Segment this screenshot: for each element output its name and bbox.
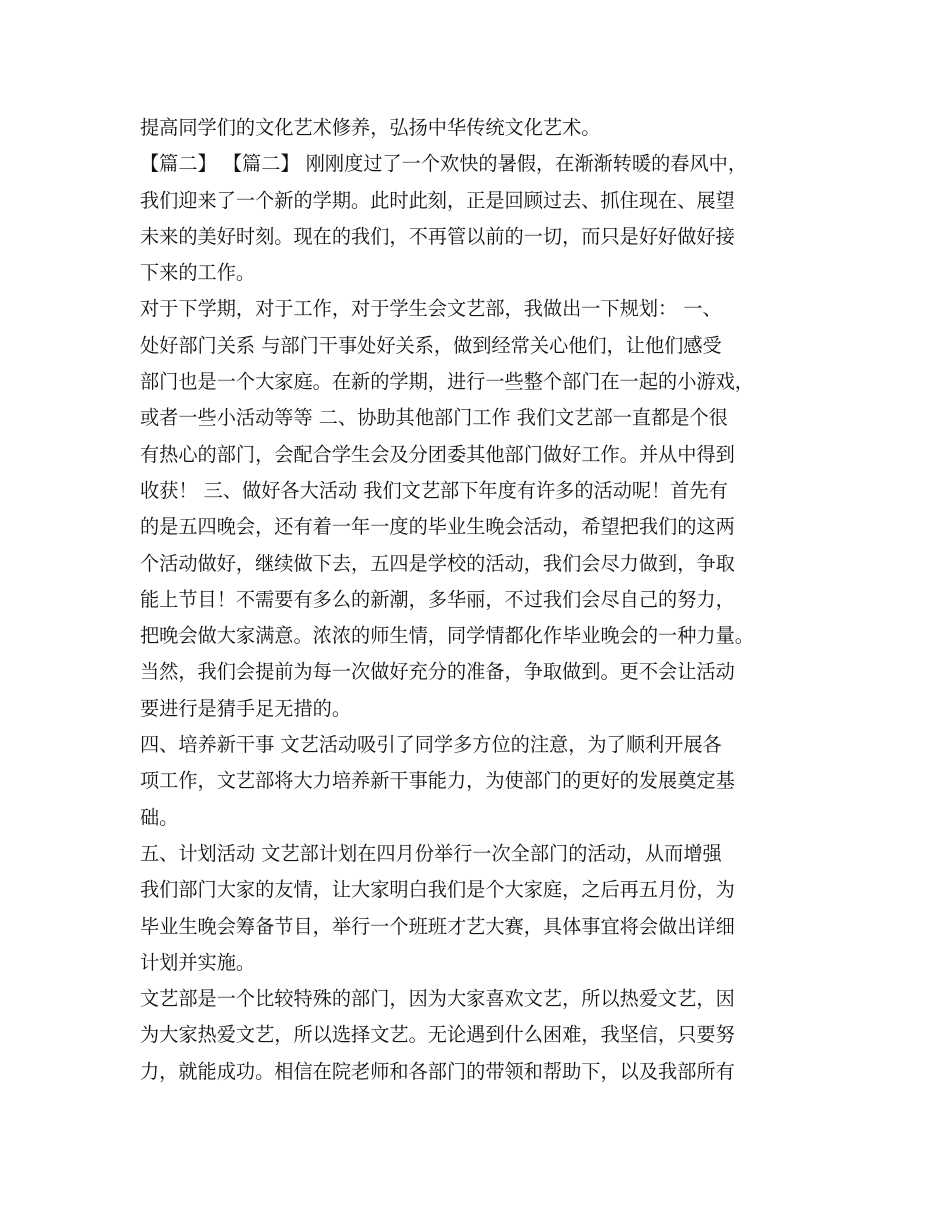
text-line: 处好部门关系 与部门干事处好关系，做到经常关心他们，让他们感受 [140,333,722,357]
text-line: 文艺部是一个比较特殊的部门，因为大家喜欢文艺，所以热爱文艺，因 [140,987,735,1011]
text-line: 要进行是猜手足无措的。 [140,696,352,720]
text-line: 五、计划活动 文艺部计划在四月份举行一次全部门的活动，从而增强 [140,841,722,865]
text-line: 当然，我们会提前为每一次做好充分的准备，争取做到。更不会让活动 [140,660,735,684]
text-line: 部门也是一个大家庭。在新的学期，进行一些整个部门在一起的小游戏， [140,370,754,394]
text-line: 毕业生晚会筹备节目，举行一个班班才艺大赛，具体事宜将会做出详细 [140,914,735,938]
text-line: 为大家热爱文艺，所以选择文艺。无论遇到什么困难，我坚信，只要努 [140,1023,735,1047]
text-line: 【篇二】 【篇二】 刚刚度过了一个欢快的暑假，在渐渐转暖的春风中， [140,152,748,176]
text-line: 我们部门大家的友情，让大家明白我们是个大家庭，之后再五月份，为 [140,878,735,902]
text-line: 我们迎来了一个新的学期。此时此刻，正是回顾过去、抓住现在、展望 [140,188,735,212]
text-line: 四、培养新干事 文艺活动吸引了同学多方位的注意，为了顺利开展各 [140,733,722,757]
text-line: 下来的工作。 [140,261,256,285]
text-line: 对于下学期，对于工作，对于学生会文艺部，我做出一下规划： 一、 [140,297,722,321]
text-line: 未来的美好时刻。现在的我们，不再管以前的一切，而只是好好做好接 [140,224,735,248]
text-line: 把晚会做大家满意。浓浓的师生情，同学情都化作毕业晚会的一种力量。 [140,624,754,648]
text-line: 或者一些小活动等等 二、协助其他部门工作 我们文艺部一直都是个很 [140,406,728,430]
text-line: 础。 [140,805,179,829]
text-line: 收获！ 三、做好各大活动 我们文艺部下年度有许多的活动呢！首先有 [140,478,728,502]
text-line: 力，就能成功。相信在院老师和各部门的带领和帮助下，以及我部所有 [140,1059,735,1083]
text-line: 项工作，文艺部将大力培养新干事能力，为使部门的更好的发展奠定基 [140,769,735,793]
text-line: 能上节目！不需要有多么的新潮，多华丽，不过我们会尽自己的努力， [140,587,735,611]
text-line: 的是五四晚会，还有着一年一度的毕业生晚会活动，希望把我们的这两 [140,515,735,539]
text-line: 计划并实施。 [140,950,256,974]
text-line: 个活动做好，继续做下去，五四是学校的活动，我们会尽力做到，争取 [140,551,735,575]
document-body [140,110,830,1090]
text-line: 提高同学们的文化艺术修养，弘扬中华传统文化艺术。 [140,116,601,139]
text-line: 有热心的部门，会配合学生会及分团委其他部门做好工作。并从中得到 [140,442,735,466]
